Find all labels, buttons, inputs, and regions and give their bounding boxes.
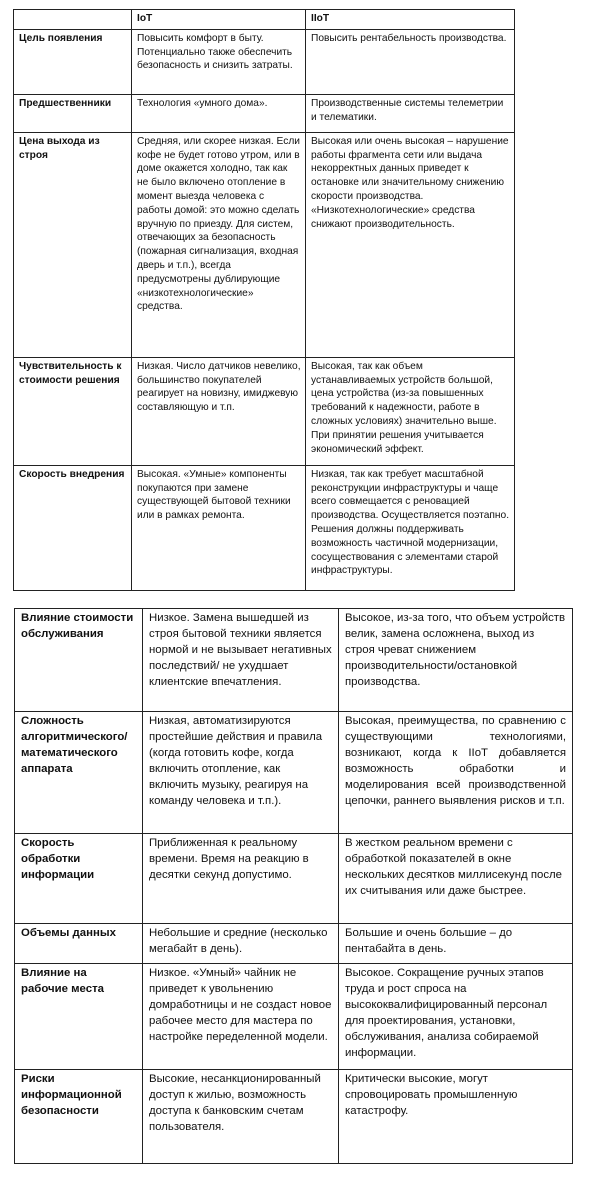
row-label: Скорость внедрения xyxy=(14,465,132,590)
iiot-cell: Большие и очень большие – до пентабайта в день. xyxy=(339,924,573,964)
table-row xyxy=(14,29,515,94)
iot-cell: Низкая. Число датчиков невелико, большинство покупателей реагирует на новизну, имиджевую составляющую и т.п. xyxy=(132,357,306,465)
table-row xyxy=(14,132,515,357)
table-row xyxy=(15,712,573,834)
iot-cell: Повысить комфорт в быту. Потенциально также обеспечить безопасность и снизить затраты. xyxy=(132,29,306,94)
iiot-cell: Производственные системы телеметрии и телематики. xyxy=(306,94,515,132)
iiot-cell: Высокая, так как объем устанавливаемых устройств большой, цена устройства (из-за повышенных требований к надежности, работе в сложных условиях) значительно выше. При принятии решения учитывается экономический эффект. xyxy=(306,357,515,465)
table-row xyxy=(14,94,515,132)
iiot-cell: Низкая, так как требует масштабной реконструкции инфраструктуры и чаще всего совмещается с реновацией производства. Осуществляется поэтапно. Решения должны поддерживать возможность частичной модернизации, сосуществования с элементами старой инфраструктуры. xyxy=(306,465,515,590)
row-label: Сложность алгоритмического/ математического аппарата xyxy=(15,712,143,834)
header-iiot: IIoT xyxy=(306,10,515,30)
row-label: Скорость обработки информации xyxy=(15,834,143,924)
header-empty-cell xyxy=(14,10,132,30)
iot-cell: Низкая, автоматизируются простейшие действия и правила (когда готовить кофе, когда включить отопление, как включить музыку, реагируя на команду человека и т.п.). xyxy=(143,712,339,834)
iiot-cell: Высокое, из-за того, что объем устройств велик, замена осложнена, выход из строя чреват снижением производительности/остановкой производства. xyxy=(339,609,573,712)
comparison-table-top xyxy=(13,9,515,591)
table-row xyxy=(15,924,573,964)
iiot-cell: Высокая, преимущества, по сравнению с существующими технологиями, возникают, когда к IIoT добавляется возможность обработки и моделирования всей производственной цепочки, раннего выявления рисков и т.п. xyxy=(339,712,573,834)
row-label: Чувствительность к стоимости решения xyxy=(14,357,132,465)
row-label: Цель появления xyxy=(14,29,132,94)
iiot-cell: Высокая или очень высокая – нарушение работы фрагмента сети или выдача некорректных данных приведет к остановке или значительному снижению скорости производства. «Низкотехнологические» средства снижают производительность. xyxy=(306,132,515,357)
iot-cell: Низкое. Замена вышедшей из строя бытовой техники является нормой и не вызывает негативных последствий/ не ухудшает клиентские впечатления. xyxy=(143,609,339,712)
iiot-cell: Повысить рентабельность производства. xyxy=(306,29,515,94)
table-row xyxy=(14,465,515,590)
iot-cell: Небольшие и средние (несколько мегабайт в день). xyxy=(143,924,339,964)
iiot-cell: В жестком реальном времени с обработкой показателей в окне нескольких десятков миллисекунд после их считывания или даже быстрее. xyxy=(339,834,573,924)
table-row xyxy=(15,834,573,924)
row-label: Влияние на рабочие места xyxy=(15,964,143,1070)
iot-cell: Средняя, или скорее низкая. Если кофе не будет готово утром, или в доме окажется холодно, так как не было включено отопление в момент выезда человека с работы домой: это можно сделать вручную по приезду. Для систем, отвечающих за безопасность (пожарная сигнализация, входная дверь и т.п.), всегда предусмотрены дублирующие «низкотехнологические» средства. xyxy=(132,132,306,357)
table-row xyxy=(15,609,573,712)
iiot-cell: Высокое. Сокращение ручных этапов труда и рост спроса на высококвалифицированный персонал для проектирования, установки, обслуживания, анализа собираемой информации. xyxy=(339,964,573,1070)
row-label: Влияние стоимости обслуживания xyxy=(15,609,143,712)
row-label: Цена выхода из строя xyxy=(14,132,132,357)
iot-cell: Низкое. «Умный» чайник не приведет к увольнению домработницы и не создаст новое рабочее место для мастера по настройке переделенной модели. xyxy=(143,964,339,1070)
iiot-cell: Критически высокие, могут спровоцировать промышленную катастрофу. xyxy=(339,1070,573,1164)
table-row xyxy=(15,1070,573,1164)
table-header-row xyxy=(14,10,515,30)
row-label: Объемы данных xyxy=(15,924,143,964)
comparison-table-bottom xyxy=(14,608,573,1164)
header-iot: IoT xyxy=(132,10,306,30)
table-row xyxy=(14,357,515,465)
row-label: Предшественники xyxy=(14,94,132,132)
table-row xyxy=(15,964,573,1070)
iot-cell: Высокие, несанкционированный доступ к жилью, возможность доступа к банковским счетам пользователя. xyxy=(143,1070,339,1164)
row-label: Риски информационной безопасности xyxy=(15,1070,143,1164)
iot-cell: Приближенная к реальному времени. Время на реакцию в десятки секунд допустимо. xyxy=(143,834,339,924)
iot-cell: Высокая. «Умные» компоненты покупаются при замене существующей бытовой техники или в рамках ремонта. xyxy=(132,465,306,590)
iot-cell: Технология «умного дома». xyxy=(132,94,306,132)
